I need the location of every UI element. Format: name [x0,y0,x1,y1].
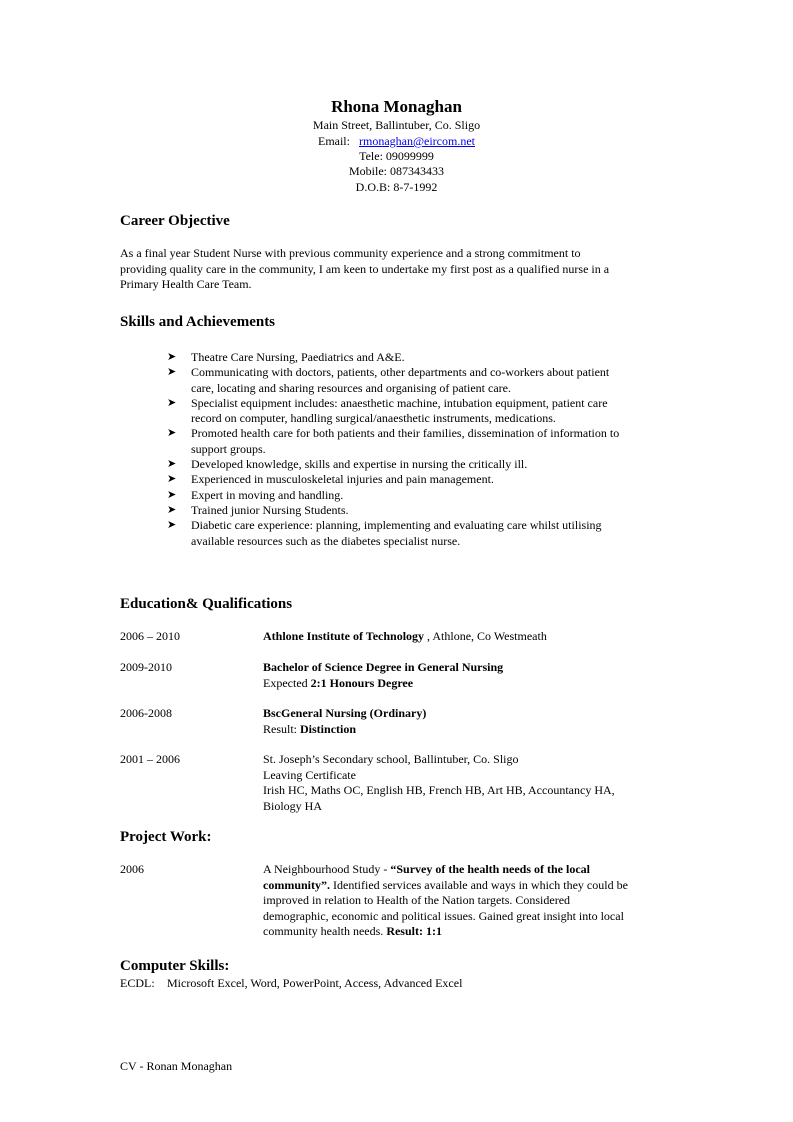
qualification-result: Distinction [300,721,357,736]
education-date: 2006-2008 [120,706,172,720]
list-item: ➤ Promoted health care for both patients and their families, dissemination of information to support groups. [167,426,620,456]
education-heading: Education& Qualifications [120,596,293,612]
education-detail: Bachelor of Science Degree in General Nursing Expected 2:1 Honours Degree [263,660,504,690]
list-item: ➤ Specialist equipment includes: anaesthetic machine, intubation equipment, patient care record on computer, handling surgical/anaesthetic instruments, medications. [167,395,608,426]
arrow-bullet-icon: ➤ [167,366,177,379]
ecdl-value: Microsoft Excel, Word, PowerPoint, Access, Advanced Excel [167,976,463,990]
project-date: 2006 [120,862,144,876]
list-item: ➤ Diabetic care experience: planning, implementing and evaluating care whilst utilising available resources such as the diabetes specialist nurse. [167,518,602,548]
mobile-line: Mobile: 087343433 [349,164,444,178]
objective-line: Primary Health Care Team. [120,277,252,291]
arrow-bullet-icon: ➤ [167,351,177,363]
institution-name: Athlone Institute of Technology [263,629,425,643]
project-detail: A Neighbourhood Study - “Survey of the health needs of the local community”. Identified services available and ways in which they could be improved in relation to Health of the Nation targets. Considered demographic, economic and political issues. Gained great insight into local community health needs. Result: 1:1 [263,862,628,938]
arrow-bullet-icon: ➤ [167,458,177,471]
dob-line: D.O.B: 8-7-1992 [355,180,438,194]
career-objective-text [120,246,680,293]
education-detail: BscGeneral Nursing (Ordinary) Result: Distinction [263,706,427,736]
qualification-result: 2:1 Honours Degree [310,675,414,690]
email-line [0,134,793,149]
list-item: ➤ Expert in moving and handling. [167,487,344,502]
qualification-title: Bachelor of Science Degree in General Nursing [263,660,504,674]
objective-line: As a final year Student Nurse with previous community experience and a strong commitment to [120,246,581,260]
education-detail: St. Joseph’s Secondary school, Ballintuber, Co. Sligo Leaving Certificate Irish HC, Maths OC, English HB, French HB, Art HB, Accountancy HA, Biology HA [263,752,615,813]
skills-list [167,350,667,549]
address-line: Main Street, Ballintuber, Co. Sligo [312,118,481,132]
education-detail: Athlone Institute of Technology , Athlone, Co Westmeath [263,629,547,643]
footer-text: CV - Ronan Monaghan [120,1059,233,1073]
arrow-bullet-icon: ➤ [167,473,177,486]
email-label: Email: [317,134,350,148]
candidate-name: Rhona Monaghan [331,97,462,116]
arrow-bullet-icon: ➤ [167,503,177,516]
tele-line: Tele: 09099999 [359,149,434,163]
arrow-bullet-icon: ➤ [167,396,177,409]
list-item: ➤ Developed knowledge, skills and expertise in nursing the critically ill. [167,457,528,472]
education-date: 2001 – 2006 [120,752,180,766]
list-item: ➤ Theatre Care Nursing, Paediatrics and A&E. [167,350,405,364]
list-item: ➤ Communicating with doctors, patients, other departments and co-workers about patient care, locating and sharing resources and organising of patient care. [167,365,610,395]
computer-skills-heading: Computer Skills: [120,958,230,974]
education-date: 2006 – 2010 [120,629,180,643]
email-link[interactable]: rmonaghan@eircom.net [358,134,475,148]
arrow-bullet-icon: ➤ [167,427,177,440]
skills-heading: Skills and Achievements [120,314,276,330]
arrow-bullet-icon: ➤ [167,488,177,501]
project-result: Result: 1:1 [386,924,442,938]
arrow-bullet-icon: ➤ [167,519,177,532]
ecdl-label: ECDL: [120,976,155,990]
objective-line: providing quality care in the community, I am keen to undertake my first post as a qualified nurse in a [120,261,610,276]
education-date: 2009-2010 [120,660,172,674]
list-item: ➤ Experienced in musculoskeletal injuries and pain management. [167,472,494,487]
qualification-title: BscGeneral Nursing (Ordinary) [263,706,427,720]
list-item: ➤ Trained junior Nursing Students. [167,502,349,517]
career-objective-heading: Career Objective [120,213,230,229]
project-heading: Project Work: [120,829,212,845]
